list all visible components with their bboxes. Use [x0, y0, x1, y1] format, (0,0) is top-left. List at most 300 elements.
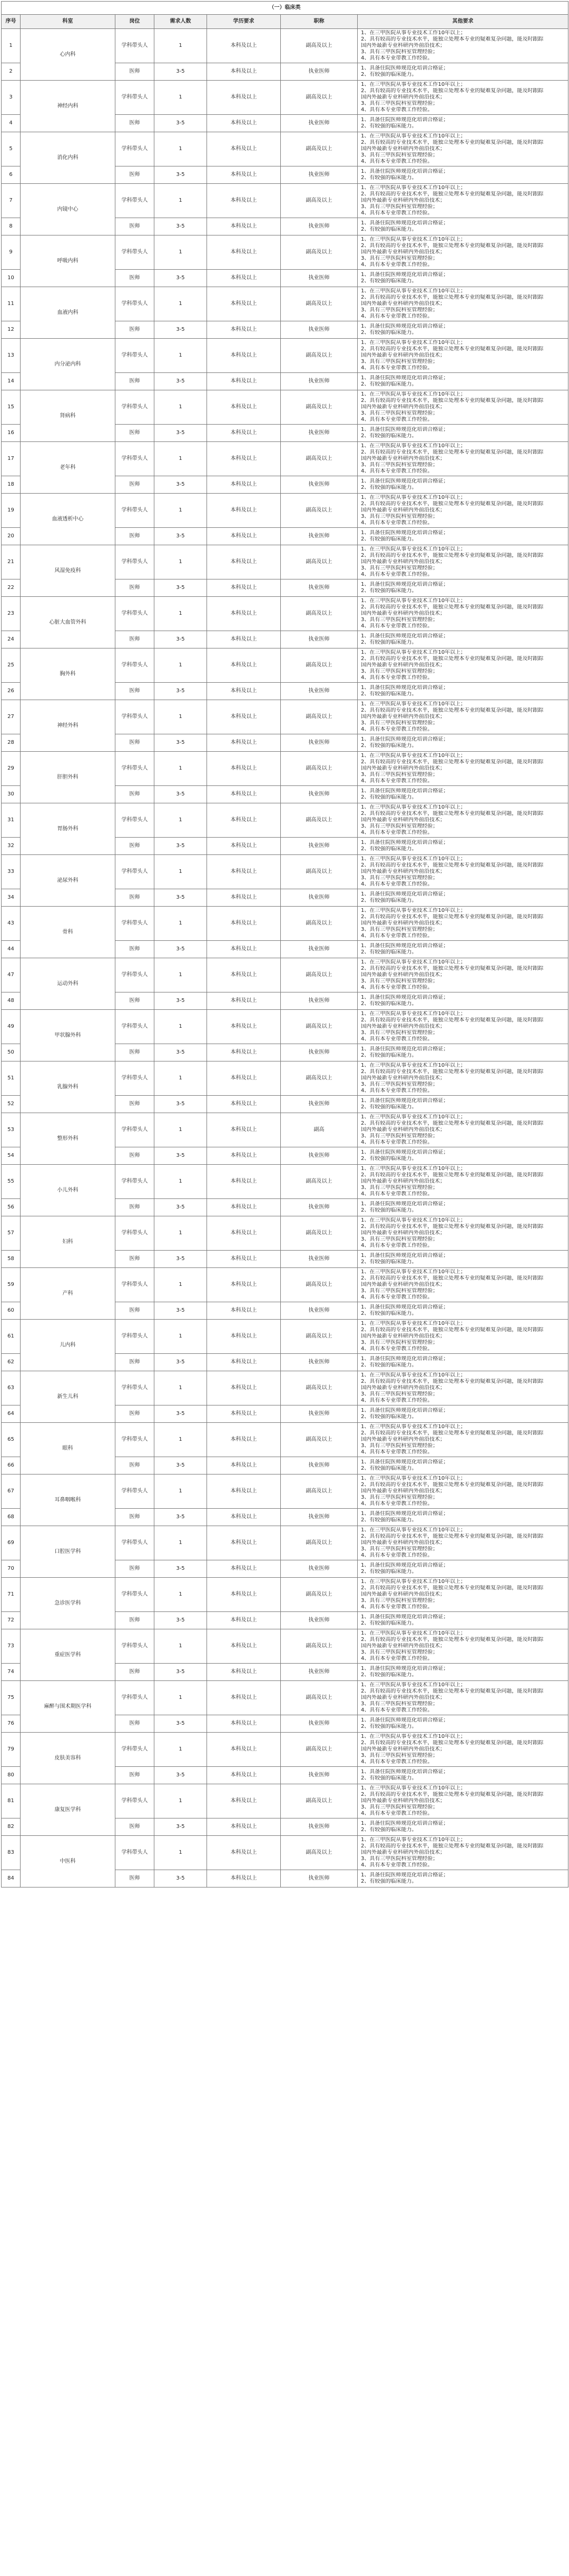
row-edu: 本科及以上: [207, 1836, 281, 1870]
row-title: 执业医师: [281, 425, 358, 442]
requirement-line: 2、有较强的临床能力。: [361, 846, 417, 852]
row-title: 执业医师: [281, 1457, 358, 1474]
row-post: 医师: [115, 373, 154, 390]
row-edu: 本科及以上: [207, 1423, 281, 1457]
requirement-line: 1、在三甲医院从事专业技术工作10年以上；: [361, 1321, 466, 1326]
row-post: 医师: [115, 941, 154, 958]
row-num: 3-5: [154, 1044, 207, 1061]
requirement-line: 1、在三甲医院从事专业技术工作10年以上；: [361, 598, 466, 604]
row-title: 副高及以上: [281, 390, 358, 425]
row-no: 65: [2, 1423, 21, 1457]
row-num: 3-5: [154, 1354, 207, 1371]
requirement-line: 1、具备住院医师规范化培训合格证；: [361, 582, 449, 587]
row-edu: 本科及以上: [207, 597, 281, 631]
row-edu: 本科及以上: [207, 545, 281, 579]
row-post: 学科带头人: [115, 1371, 154, 1405]
requirement-line: 1、具备住院医师规范化培训合格证；: [361, 272, 449, 278]
requirement-line: 4、具有本专业带教工作经验。: [361, 830, 433, 835]
row-title: 副高及以上: [281, 1371, 358, 1405]
requirement-line: 2、具有较高的专业技术水平，能独立处理本专业的疑难复杂问题，能及时跟踪: [361, 140, 544, 145]
requirement-line: 1、在三甲医院从事专业技术工作10年以上；: [361, 1063, 466, 1068]
row-edu: 本科及以上: [207, 1612, 281, 1629]
table-row: [2, 1165, 568, 1199]
requirement-line: 4、具有本专业带教工作经验。: [361, 520, 433, 526]
row-title: 执业医师: [281, 631, 358, 648]
table-row: [2, 855, 568, 889]
table-row: [2, 1423, 568, 1457]
table-row: [2, 442, 568, 476]
row-title: 副高及以上: [281, 700, 358, 734]
requirement-line: 国内外最新专业科研内外前沿技术；: [361, 146, 445, 152]
row-post: 学科带头人: [115, 1113, 154, 1147]
row-title: 副高及以上: [281, 81, 358, 115]
row-no: 59: [2, 1268, 21, 1302]
table-row: [2, 390, 568, 425]
row-title: 执业医师: [281, 992, 358, 1010]
row-num: 1: [154, 1371, 207, 1405]
requirement-line: 1、具备住院医师规范化培训合格证；: [361, 1356, 449, 1362]
row-dept: 肝胆外科: [21, 752, 115, 803]
requirement-line: 2、有较强的临床能力。: [361, 1259, 417, 1265]
row-title: 副高及以上: [281, 1268, 358, 1302]
requirement-line: 3、具有三甲医院科室管理经验；: [361, 1081, 438, 1087]
row-num: 3-5: [154, 1405, 207, 1423]
row-num: 1: [154, 958, 207, 992]
table-row: [2, 752, 568, 786]
row-no: 48: [2, 992, 21, 1010]
requirement-line: 3、具有三甲医院科室管理经验；: [361, 1236, 438, 1242]
row-dept: 老年科: [21, 442, 115, 494]
row-num: 1: [154, 1474, 207, 1509]
row-title: 执业医师: [281, 1405, 358, 1423]
row-post: 医师: [115, 1457, 154, 1474]
row-dept: 中医科: [21, 1836, 115, 1887]
row-num: 1: [154, 184, 207, 218]
row-num: 1: [154, 81, 207, 115]
requirement-line: 2、具有较高的专业技术水平，能独立处理本专业的疑难复杂问题，能及时跟踪: [361, 759, 544, 765]
table-row: [2, 648, 568, 683]
row-post: 医师: [115, 1560, 154, 1578]
requirement-line: 1、具备住院医师规范化培训合格证；: [361, 1614, 449, 1620]
requirement-line: 1、具备住院医师规范化培训合格证；: [361, 1459, 449, 1465]
requirement-line: 2、有较强的临床能力。: [361, 1104, 417, 1110]
row-post: 学科带头人: [115, 700, 154, 734]
requirement-line: 3、具有三甲医院科室管理经验；: [361, 49, 438, 55]
requirement-line: 1、具备住院医师规范化培训合格证；: [361, 117, 449, 123]
row-no: 80: [2, 1767, 21, 1784]
requirement-line: 国内外最新专业科研内外前沿技术；: [361, 817, 445, 823]
row-requirements: [358, 597, 568, 631]
row-requirements: [358, 1474, 568, 1509]
requirement-line: 3、具有三甲医院科室管理经验；: [361, 1340, 438, 1345]
row-requirements: [358, 907, 568, 941]
table-row: [2, 597, 568, 631]
row-title: 副高及以上: [281, 235, 358, 270]
row-title: 执业医师: [281, 321, 358, 339]
row-edu: 本科及以上: [207, 235, 281, 270]
row-num: 3-5: [154, 425, 207, 442]
row-num: 1: [154, 1113, 207, 1147]
row-num: 1: [154, 752, 207, 786]
row-title: 副高及以上: [281, 442, 358, 476]
requirement-line: 1、具备住院医师规范化培训合格证；: [361, 220, 449, 226]
row-edu: 本科及以上: [207, 1818, 281, 1836]
row-requirements: [358, 1061, 568, 1096]
row-num: 3-5: [154, 1664, 207, 1681]
row-edu: 本科及以上: [207, 1509, 281, 1526]
row-title: 执业医师: [281, 1612, 358, 1629]
row-post: 学科带头人: [115, 1836, 154, 1870]
row-post: 医师: [115, 683, 154, 700]
requirement-line: 国内外最新专业科研内外前沿技术；: [361, 714, 445, 720]
row-requirements: [358, 1457, 568, 1474]
row-dept: 内分泌内科: [21, 339, 115, 390]
requirement-line: 国内外最新专业科研内外前沿技术；: [361, 198, 445, 203]
row-no: 62: [2, 1354, 21, 1371]
requirement-line: 1、具备住院医师规范化培训合格证；: [361, 1666, 449, 1672]
row-num: 1: [154, 494, 207, 528]
row-title: 副高及以上: [281, 339, 358, 373]
row-edu: 本科及以上: [207, 166, 281, 184]
row-requirements: [358, 1251, 568, 1268]
requirement-line: 国内外最新专业科研内外前沿技术；: [361, 869, 445, 874]
row-no: 16: [2, 425, 21, 442]
row-edu: 本科及以上: [207, 907, 281, 941]
row-no: 6: [2, 166, 21, 184]
row-dept: 儿内科: [21, 1320, 115, 1371]
table-row: [2, 1836, 568, 1870]
requirement-line: 4、具有本专业带教工作经验。: [361, 1191, 433, 1197]
requirement-line: 1、在三甲医院从事专业技术工作10年以上；: [361, 1630, 466, 1636]
row-title: 副高及以上: [281, 132, 358, 166]
requirement-line: 1、具备住院医师规范化培训合格证；: [361, 1304, 449, 1310]
requirement-line: 3、具有三甲医院科室管理经验；: [361, 255, 438, 261]
requirement-line: 国内外最新专业科研内外前沿技术；: [361, 1591, 445, 1597]
requirement-line: 1、在三甲医院从事专业技术工作10年以上；: [361, 1114, 466, 1120]
row-title: 执业医师: [281, 1354, 358, 1371]
row-requirements: [358, 1320, 568, 1354]
row-post: 医师: [115, 1251, 154, 1268]
table-row: [2, 29, 568, 63]
row-title: 执业医师: [281, 1767, 358, 1784]
row-edu: 本科及以上: [207, 184, 281, 218]
requirement-line: 2、具有较高的专业技术水平，能独立处理本专业的疑难复杂问题，能及时跟踪: [361, 1069, 544, 1075]
table-row: [2, 1681, 568, 1715]
row-num: 1: [154, 1733, 207, 1767]
row-requirements: [358, 1784, 568, 1818]
row-no: 23: [2, 597, 21, 631]
row-title: 执业医师: [281, 270, 358, 287]
row-edu: 本科及以上: [207, 81, 281, 115]
row-requirements: [358, 579, 568, 597]
row-dept: 皮肤美容科: [21, 1733, 115, 1784]
row-edu: 本科及以上: [207, 838, 281, 855]
requirement-line: 2、具有较高的专业技术水平，能独立处理本专业的疑难复杂问题，能及时跟踪: [361, 1792, 544, 1797]
row-post: 学科带头人: [115, 1784, 154, 1818]
row-title: 副高及以上: [281, 1629, 358, 1664]
row-dept: 口腔医学科: [21, 1526, 115, 1578]
row-title: 副高及以上: [281, 648, 358, 683]
row-dept: 康复医学科: [21, 1784, 115, 1836]
requirement-line: 2、有较强的临床能力。: [361, 123, 417, 129]
requirement-line: 2、有较强的临床能力。: [361, 381, 417, 387]
row-post: 医师: [115, 528, 154, 545]
row-requirements: [358, 1371, 568, 1405]
row-title: 副高及以上: [281, 597, 358, 631]
row-no: 72: [2, 1612, 21, 1629]
row-title: 执业医师: [281, 579, 358, 597]
row-num: 3-5: [154, 786, 207, 803]
row-post: 学科带头人: [115, 1216, 154, 1251]
row-no: 56: [2, 1199, 21, 1216]
row-title: 执业医师: [281, 115, 358, 132]
row-edu: 本科及以上: [207, 1251, 281, 1268]
row-edu: 本科及以上: [207, 115, 281, 132]
row-no: 71: [2, 1578, 21, 1612]
requirement-line: 2、有较强的临床能力。: [361, 1053, 417, 1058]
row-edu: 本科及以上: [207, 528, 281, 545]
row-requirements: [358, 786, 568, 803]
row-requirements: [358, 1509, 568, 1526]
requirement-line: 3、具有三甲医院科室管理经验；: [361, 152, 438, 158]
row-dept: 骨科: [21, 907, 115, 958]
row-title: 执业医师: [281, 218, 358, 235]
row-no: 34: [2, 889, 21, 907]
row-edu: 本科及以上: [207, 700, 281, 734]
row-num: 1: [154, 1836, 207, 1870]
requirement-line: 1、具备住院医师规范化培训合格证；: [361, 891, 449, 897]
requirement-line: 3、具有三甲医院科室管理经验；: [361, 617, 438, 623]
requirement-line: 2、具有较高的专业技术水平，能独立处理本专业的疑难复杂问题，能及时跟踪: [361, 1017, 544, 1023]
row-title: 副高及以上: [281, 545, 358, 579]
row-dept: 运动外科: [21, 958, 115, 1010]
row-no: 83: [2, 1836, 21, 1870]
row-dept: 呼吸内科: [21, 235, 115, 287]
row-no: 25: [2, 648, 21, 683]
row-title: 副高及以上: [281, 803, 358, 838]
requirement-line: 4、具有本专业带教工作经验。: [361, 726, 433, 732]
row-no: 63: [2, 1371, 21, 1405]
requirement-line: 1、具备住院医师规范化培训合格证；: [361, 1253, 449, 1258]
row-edu: 本科及以上: [207, 63, 281, 81]
row-title: 副高及以上: [281, 1681, 358, 1715]
row-post: 医师: [115, 1147, 154, 1165]
requirement-line: 2、有较强的临床能力。: [361, 743, 417, 749]
row-edu: 本科及以上: [207, 321, 281, 339]
table-title-row: [2, 2, 568, 15]
row-dept: 甲状腺外科: [21, 1010, 115, 1061]
header-req: 其他要求: [358, 15, 568, 29]
row-title: 副高及以上: [281, 1061, 358, 1096]
requirement-line: 2、有较强的临床能力。: [361, 1569, 417, 1575]
requirement-line: 2、有较强的临床能力。: [361, 1672, 417, 1678]
row-requirements: [358, 958, 568, 992]
row-post: 医师: [115, 1818, 154, 1836]
requirement-line: 国内外最新专业科研内外前沿技术；: [361, 1385, 445, 1391]
requirement-line: 4、具有本专业带教工作经验。: [361, 1398, 433, 1403]
row-requirements: [358, 339, 568, 373]
requirement-line: 1、在三甲医院从事专业技术工作10年以上；: [361, 30, 466, 36]
row-no: 28: [2, 734, 21, 752]
table-row: [2, 958, 568, 992]
row-post: 医师: [115, 1199, 154, 1216]
requirement-line: 1、具备住院医师规范化培训合格证；: [361, 530, 449, 536]
requirement-line: 3、具有三甲医院科室管理经验；: [361, 772, 438, 778]
row-no: 33: [2, 855, 21, 889]
table-row: [2, 1629, 568, 1664]
row-no: 49: [2, 1010, 21, 1044]
requirement-line: 2、有较强的临床能力。: [361, 1362, 417, 1368]
row-num: 3-5: [154, 941, 207, 958]
row-no: 27: [2, 700, 21, 734]
row-requirements: [358, 373, 568, 390]
requirement-line: 国内外最新专业科研内外前沿技术；: [361, 1798, 445, 1804]
row-requirements: [358, 545, 568, 579]
requirement-line: 4、具有本专业带教工作经验。: [361, 1707, 433, 1713]
requirement-line: 国内外最新专业科研内外前沿技术；: [361, 1230, 445, 1236]
row-num: 3-5: [154, 1870, 207, 1887]
row-num: 3-5: [154, 1147, 207, 1165]
row-num: 3-5: [154, 1818, 207, 1836]
row-num: 3-5: [154, 1715, 207, 1733]
row-requirements: [358, 1836, 568, 1870]
row-no: 75: [2, 1681, 21, 1715]
requirement-line: 1、具备住院医师规范化培训合格证；: [361, 840, 449, 845]
row-num: 1: [154, 442, 207, 476]
row-post: 医师: [115, 838, 154, 855]
requirement-line: 4、具有本专业带教工作经验。: [361, 107, 433, 113]
requirement-line: 3、具有三甲医院科室管理经验；: [361, 1701, 438, 1707]
requirement-line: 1、具备住院医师规范化培训合格证；: [361, 1872, 449, 1878]
row-edu: 本科及以上: [207, 1165, 281, 1199]
requirement-line: 1、在三甲医院从事专业技术工作10年以上；: [361, 1011, 466, 1017]
row-edu: 本科及以上: [207, 889, 281, 907]
requirement-line: 2、具有较高的专业技术水平，能独立处理本专业的疑难复杂问题，能及时跟踪: [361, 88, 544, 94]
row-dept: 神经内科: [21, 81, 115, 132]
row-num: 3-5: [154, 166, 207, 184]
row-title: 副高及以上: [281, 907, 358, 941]
row-post: 医师: [115, 1664, 154, 1681]
row-title: 执业医师: [281, 1870, 358, 1887]
row-dept: 小儿外科: [21, 1165, 115, 1216]
row-num: 3-5: [154, 683, 207, 700]
row-requirements: [358, 700, 568, 734]
requirement-line: 2、具有较高的专业技术水平，能独立处理本专业的疑难复杂问题，能及时跟踪: [361, 294, 544, 300]
requirement-line: 1、具备住院医师规范化培训合格证；: [361, 685, 449, 691]
row-post: 学科带头人: [115, 907, 154, 941]
row-post: 医师: [115, 889, 154, 907]
row-num: 3-5: [154, 1251, 207, 1268]
row-dept: 重症医学科: [21, 1629, 115, 1681]
row-requirements: [358, 1044, 568, 1061]
row-title: 副高及以上: [281, 1216, 358, 1251]
row-post: 医师: [115, 321, 154, 339]
row-num: 1: [154, 907, 207, 941]
row-requirements: [358, 1733, 568, 1767]
requirement-line: 3、具有三甲医院科室管理经验；: [361, 875, 438, 881]
requirement-line: 3、具有三甲医院科室管理经验；: [361, 927, 438, 932]
requirement-line: 2、具有较高的专业技术水平，能独立处理本专业的疑难复杂问题，能及时跟踪: [361, 346, 544, 352]
row-edu: 本科及以上: [207, 855, 281, 889]
row-no: 22: [2, 579, 21, 597]
requirement-line: 2、有较强的临床能力。: [361, 1207, 417, 1213]
requirement-line: 4、具有本专业带教工作经验。: [361, 1036, 433, 1042]
requirement-line: 4、具有本专业带教工作经验。: [361, 1139, 433, 1145]
requirement-line: 1、在三甲医院从事专业技术工作10年以上；: [361, 185, 466, 191]
row-post: 医师: [115, 1302, 154, 1320]
row-requirements: [358, 1612, 568, 1629]
requirement-line: 2、有较强的临床能力。: [361, 1827, 417, 1833]
row-edu: 本科及以上: [207, 1096, 281, 1113]
row-num: 1: [154, 1784, 207, 1818]
requirement-line: 4、具有本专业带教工作经验。: [361, 1604, 433, 1610]
row-edu: 本科及以上: [207, 941, 281, 958]
requirement-line: 3、具有三甲医院科室管理经验；: [361, 410, 438, 416]
row-no: 60: [2, 1302, 21, 1320]
requirement-line: 2、有较强的临床能力。: [361, 588, 417, 594]
table-row: [2, 545, 568, 579]
row-no: 69: [2, 1526, 21, 1560]
requirement-line: 4、具有本专业带教工作经验。: [361, 778, 433, 784]
requirement-line: 1、具备住院医师规范化培训合格证；: [361, 1717, 449, 1723]
row-title: 执业医师: [281, 528, 358, 545]
row-num: 1: [154, 648, 207, 683]
row-requirements: [358, 1096, 568, 1113]
row-edu: 本科及以上: [207, 270, 281, 287]
row-num: 3-5: [154, 270, 207, 287]
row-num: 1: [154, 1629, 207, 1664]
row-requirements: [358, 132, 568, 166]
row-no: 31: [2, 803, 21, 838]
row-no: 52: [2, 1096, 21, 1113]
row-requirements: [358, 838, 568, 855]
row-post: 医师: [115, 1715, 154, 1733]
row-requirements: [358, 1354, 568, 1371]
requirement-line: 1、在三甲医院从事专业技术工作10年以上；: [361, 856, 466, 862]
row-post: 学科带头人: [115, 1629, 154, 1664]
row-no: 14: [2, 373, 21, 390]
requirement-line: 1、具备住院医师规范化培训合格证；: [361, 1821, 449, 1826]
row-requirements: [358, 1629, 568, 1664]
requirement-line: 2、有较强的临床能力。: [361, 227, 417, 232]
row-no: 5: [2, 132, 21, 166]
table-row: [2, 1010, 568, 1044]
row-post: 医师: [115, 992, 154, 1010]
recruitment-sheet: [1, 1, 568, 1887]
row-no: 58: [2, 1251, 21, 1268]
row-post: 医师: [115, 1096, 154, 1113]
table-row: [2, 1733, 568, 1767]
requirement-line: 3、具有三甲医院科室管理经验；: [361, 1443, 438, 1449]
requirement-line: 4、具有本专业带教工作经验。: [361, 468, 433, 474]
row-num: 1: [154, 132, 207, 166]
requirement-line: 国内外最新专业科研内外前沿技术；: [361, 1488, 445, 1494]
requirement-line: 1、在三甲医院从事专业技术工作10年以上；: [361, 82, 466, 87]
row-no: 81: [2, 1784, 21, 1818]
requirement-line: 2、具有较高的专业技术水平，能独立处理本专业的疑难复杂问题，能及时跟踪: [361, 1327, 544, 1333]
requirement-line: 2、具有较高的专业技术水平，能独立处理本专业的疑难复杂问题，能及时跟踪: [361, 1637, 544, 1643]
requirement-line: 国内外最新专业科研内外前沿技术；: [361, 1695, 445, 1700]
row-requirements: [358, 63, 568, 81]
row-edu: 本科及以上: [207, 1578, 281, 1612]
row-title: 执业医师: [281, 1096, 358, 1113]
row-requirements: [358, 941, 568, 958]
requirement-line: 2、有较强的临床能力。: [361, 691, 417, 697]
requirement-line: 4、具有本专业带教工作经验。: [361, 623, 433, 629]
row-dept: 心内科: [21, 29, 115, 81]
row-num: 3-5: [154, 838, 207, 855]
row-no: 30: [2, 786, 21, 803]
